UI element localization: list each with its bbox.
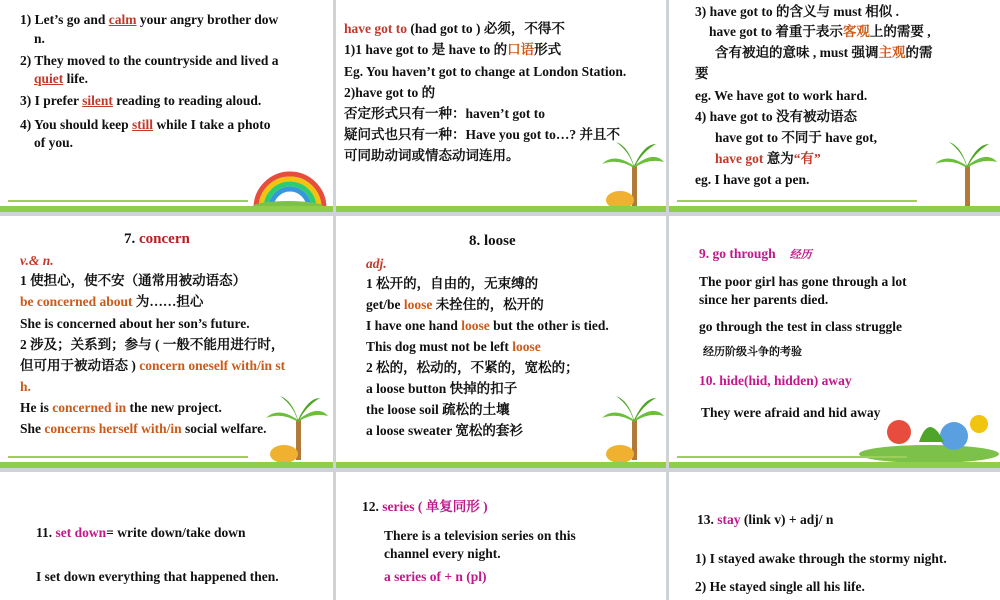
garden-illustration [859,402,999,462]
text-line: 否定形式只有一种：haven’t got to [344,106,545,121]
text-line: a series of + n (pl) [384,569,487,584]
text-line: 1)1 have got to 是 have to 的口语形式 [344,42,562,57]
text-line: 可同助动词或情态动词连用。 [344,148,520,163]
slide-8 [336,472,666,600]
text-line: a loose button 快掉的扣子 [366,381,518,396]
text-line: go through the test in class struggle [699,319,903,334]
text-line: 2) He stayed single all his life. [695,579,865,594]
text-line: She is concerned about her son’s future. [20,316,250,331]
text-line: 11. set down= write down/take down [36,525,246,540]
text-line: I have one hand loose but the other is tied. [366,318,609,333]
line-5: 3) I prefer silent reading to reading aloud. [20,93,262,108]
text-line: 7. concern [124,231,190,247]
text-line: He is concerned in the new project. [20,400,222,415]
text-line: the loose soil 疏松的土壤 [366,402,510,417]
slide-2 [336,0,666,212]
rainbow-illustration [248,150,333,210]
text-line: v.& n. [20,253,54,268]
slide-6 [669,216,1000,468]
line-1: 1) Let’s go and calm your angry brother dow [20,12,279,27]
text-line: h. [20,379,31,394]
text-line: adj. [366,256,387,271]
palm-tree-illustration [598,394,666,464]
text-line: 2 涉及；关系到；参与 ( 一般不能用进行时， [20,337,285,352]
line-4: quiet life. [34,71,89,86]
text-line: since her parents died. [699,292,829,307]
text-line: have got 意为“有” [715,151,821,166]
text-line: 要 [695,66,709,81]
line-2: n. [34,31,45,46]
text-line: They were afraid and hid away [701,405,881,420]
slide-4 [0,216,333,468]
text-line: 但可用于被动语态 ) concern oneself with/in st [20,358,286,373]
text-line: a loose sweater 宽松的套衫 [366,423,523,438]
palm-tree-illustration [262,394,330,464]
text-line: eg. We have got to work hard. [695,88,868,103]
text-line: 2)have got to 的 [344,85,436,100]
slide-9 [669,472,1000,600]
text-line: I set down everything that happened then. [36,569,279,584]
text-line: Eg. You haven’t got to change at London Station. [344,64,627,79]
palm-tree-illustration [931,140,999,210]
text-line: This dog must not be left loose [366,339,541,354]
text-line: 疑问式也只有一种：Have you got to…? 并且不 [344,127,620,142]
text-line: There is a television series on this [384,528,576,543]
text-line: 13. stay (link v) + adj/ n [697,512,834,527]
text-line: 2 松的，松动的，不紧的，宽松的； [366,360,579,375]
text-line: 1) I stayed awake through the stormy night. [695,551,947,566]
palm-tree-illustration [598,140,666,210]
text-line: have got to 着重于表示客观上的需要 , [709,24,931,39]
text-line: 4) have got to 没有被动语态 [695,109,857,124]
text-line: 10. hide(hid, hidden) away [699,373,852,388]
slide-3 [669,0,1000,212]
text-line: 经历阶级斗争的考验 [703,346,802,358]
line-6: 4) You should keep still while I take a photo [20,117,271,132]
text-line: 3) have got to 的含义与 must 相似 . [695,4,899,19]
text-line: 1 松开的，自由的，无束缚的 [366,276,539,291]
text-line: The poor girl has gone through a lot [699,274,907,289]
text-line: 含有被迫的意味 , must 强调主观的需 [715,45,933,60]
slide-5 [336,216,666,468]
text-line: have got to 不同于 have got, [715,130,877,145]
text-line: She concerns herself with/in social welfare. [20,421,267,436]
line-3: 2) They moved to the countryside and lived a [20,53,279,68]
text-line: 9. go through 经历 [699,246,812,261]
line-7: of you. [34,135,74,150]
text-line: 12. series ( 单复同形 ) [362,499,488,514]
text-line: get/be loose 未拴住的，松开的 [366,297,544,312]
text-line: 8. loose [469,233,516,249]
slide-7 [0,472,333,600]
slide-1 [0,0,333,212]
text-line: 1 使担心，使不安（通常用被动语态） [20,273,247,288]
text-line: channel every night. [384,546,501,561]
text-line: eg. I have got a pen. [695,172,810,187]
text-line: be concerned about 为……担心 [20,294,204,309]
text-line: have got to (had got to ) 必须，不得不 [344,21,565,36]
